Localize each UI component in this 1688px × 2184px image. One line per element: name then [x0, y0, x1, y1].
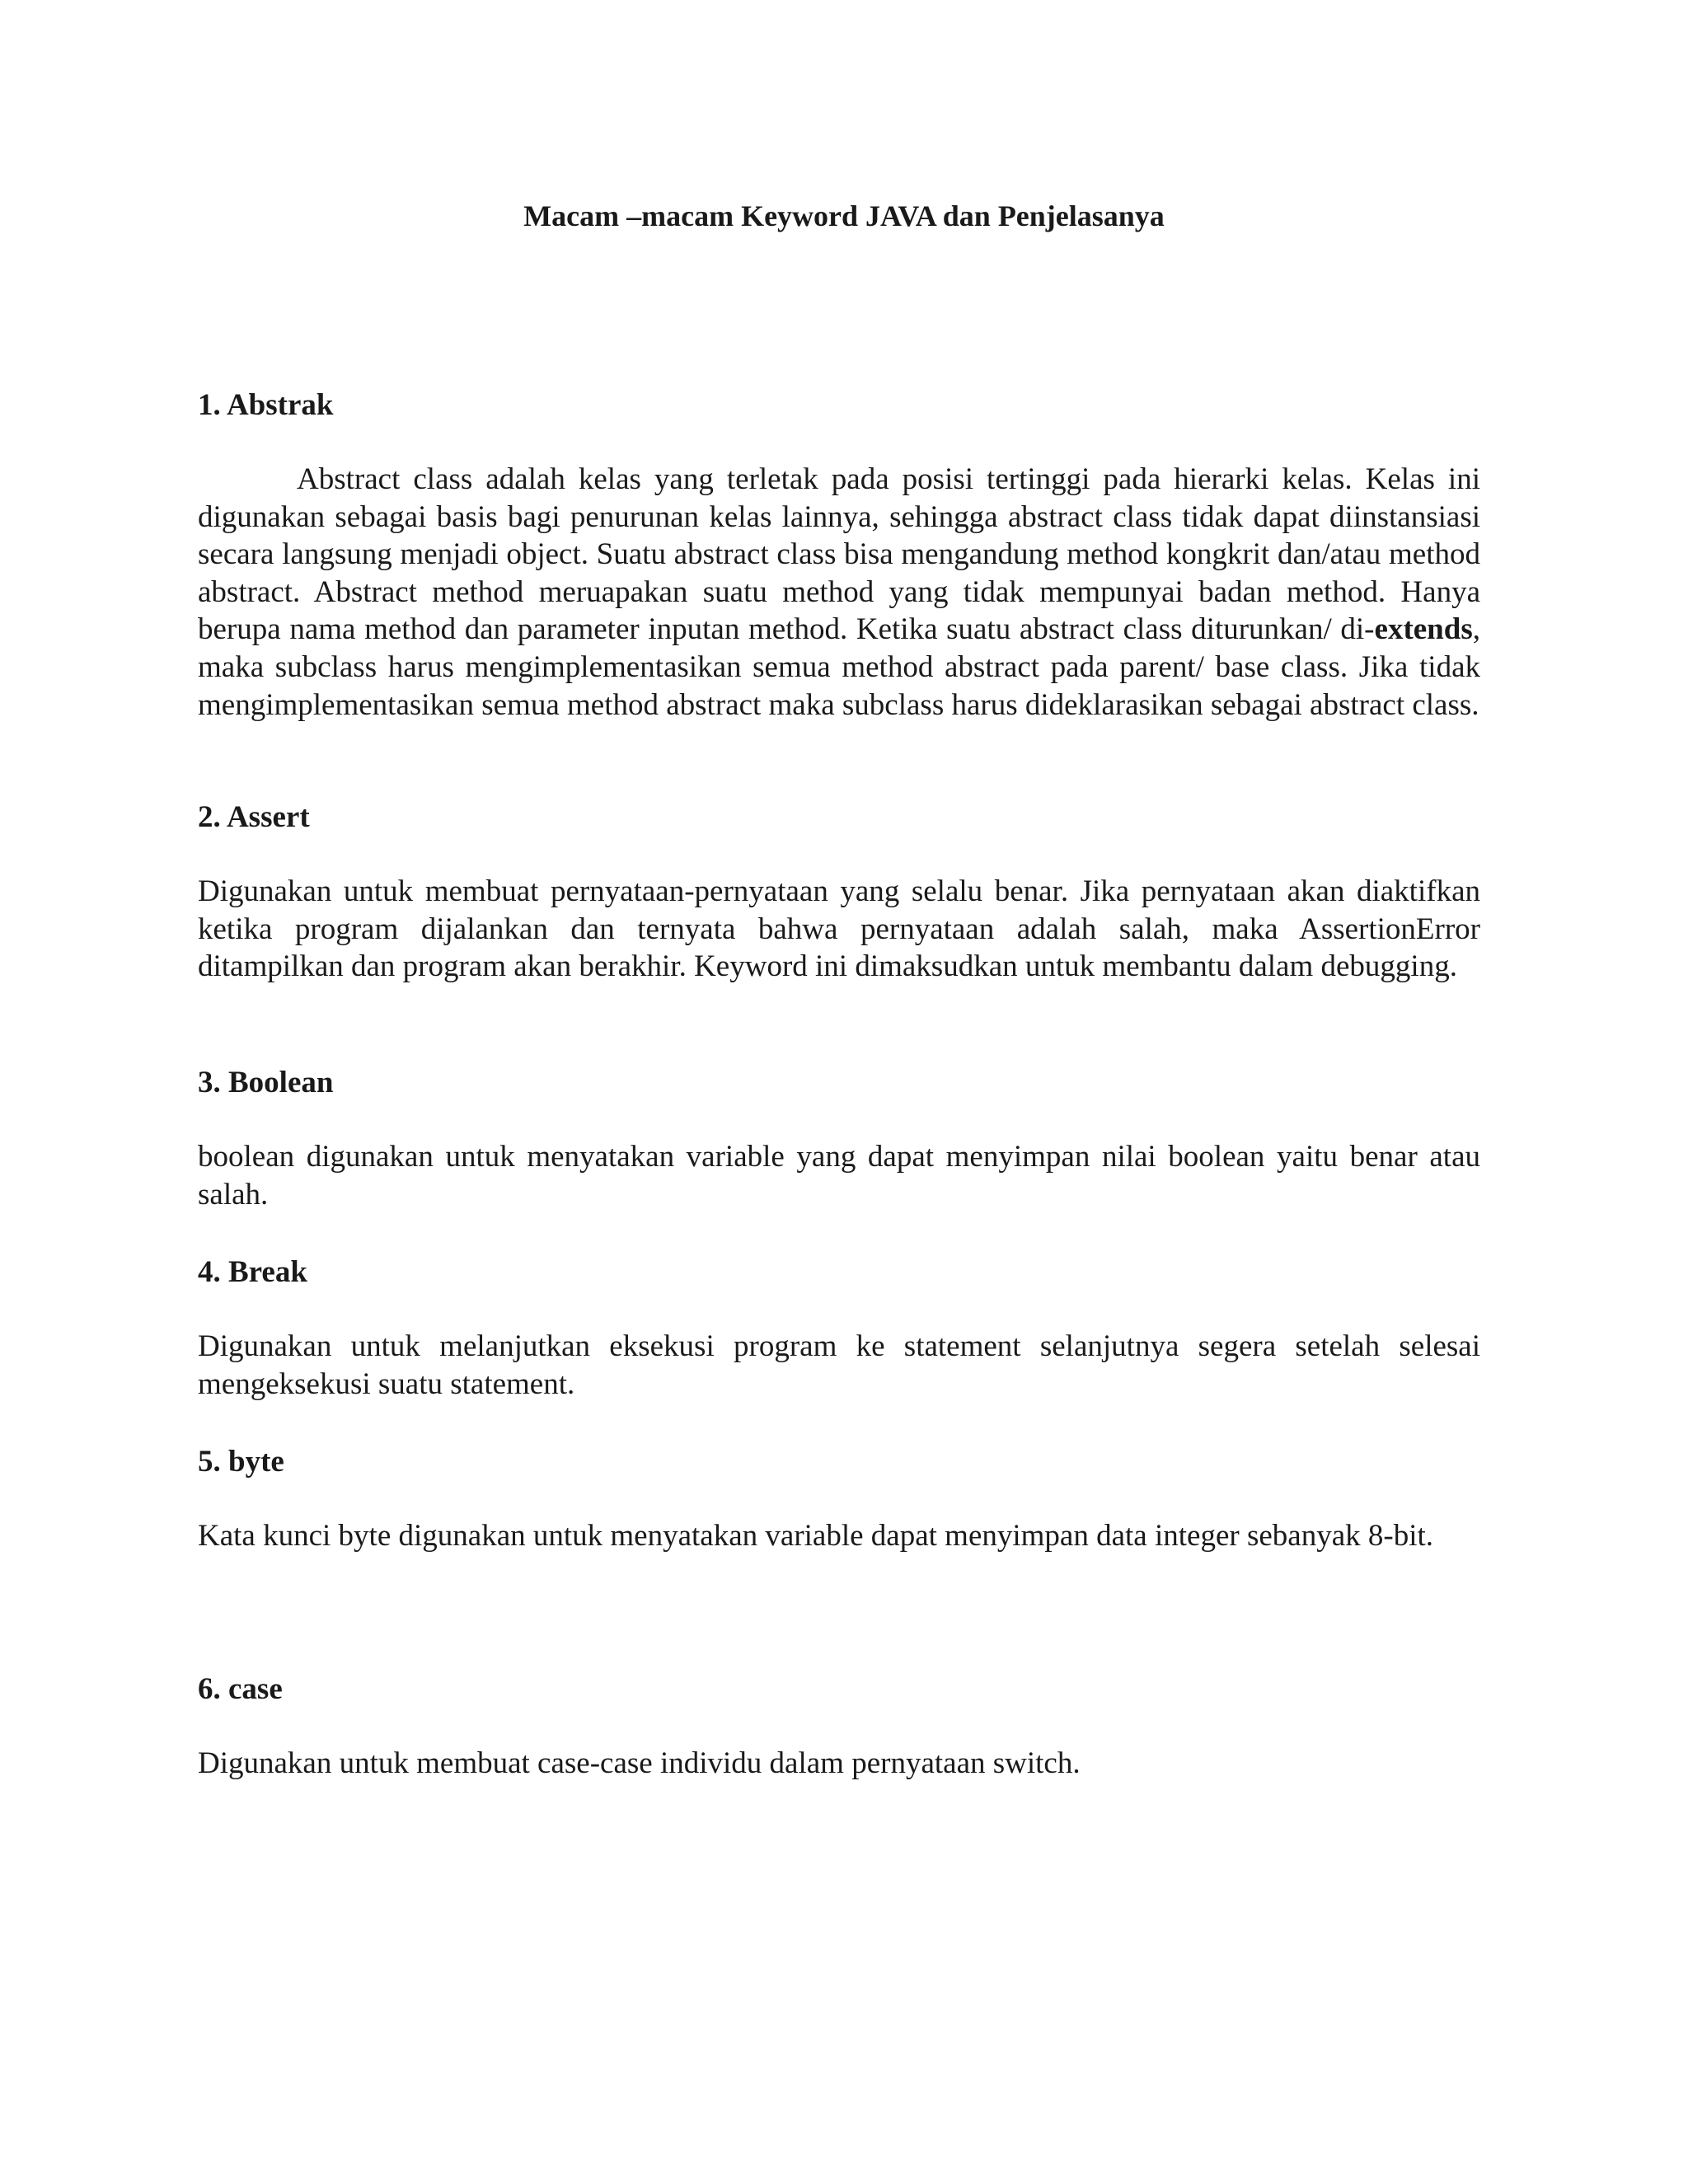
section-heading-abstrak: 1. Abstrak [198, 388, 334, 422]
text-segment: , maka subclass harus mengimplementasikan semua method abstract pada parent/ base class. Jika tidak mengimplementasikan semua method abstract maka subclass harus dideklarasikan sebagai abstract class. [198, 612, 1480, 722]
section-heading-break: 4. Break [198, 1255, 307, 1289]
text-segment: Abstract class adalah kelas yang terletak pada posisi tertinggi pada hierarki kelas. Kelas ini digunakan sebagai basis bagi penurunan kelas lainnya, sehingga abstract class tidak dapat diinstansiasi secara langsung menjadi object. Suatu abstract class bisa mengandung method kongkrit dan/atau method abstract. Abstract method meruapakan suatu method yang tidak mempunyai badan method. Hanya berupa nama method dan parameter inputan method. Ketika suatu abstract class diturunkan/ di- [198, 462, 1480, 647]
document-title: Macam –macam Keyword JAVA dan Penjelasanya [523, 199, 1165, 232]
section-heading-case: 6. case [198, 1672, 283, 1706]
bold-term-extends: extends [1374, 612, 1473, 647]
section-text-boolean: boolean digunakan untuk menyatakan variable yang dapat menyimpan nilai boolean yaitu benar atau salah. [198, 1140, 1480, 1212]
section-heading-byte: 5. byte [198, 1445, 284, 1479]
section-text-byte: Kata kunci byte digunakan untuk menyatakan variable dapat menyimpan data integer sebanyak 8-bit. [198, 1519, 1434, 1553]
section-text-assert: Digunakan untuk membuat pernyataan-pernyataan yang selalu benar. Jika pernyataan akan diaktifkan ketika program dijalankan dan ternyata bahwa pernyataan adalah salah, maka AssertionError ditampilkan dan program akan berakhir. Keyword ini dimaksudkan untuk membantu dalam debugging. [198, 874, 1480, 984]
section-heading-assert: 2. Assert [198, 800, 310, 834]
section-text-abstrak [198, 461, 1480, 724]
section-heading-boolean: 3. Boolean [198, 1066, 334, 1099]
section-text-break: Digunakan untuk melanjutkan eksekusi program ke statement selanjutnya segera setelah selesai mengeksekusi suatu statement. [198, 1329, 1480, 1401]
section-text-case: Digunakan untuk membuat case-case individu dalam pernyataan switch. [198, 1746, 1081, 1780]
